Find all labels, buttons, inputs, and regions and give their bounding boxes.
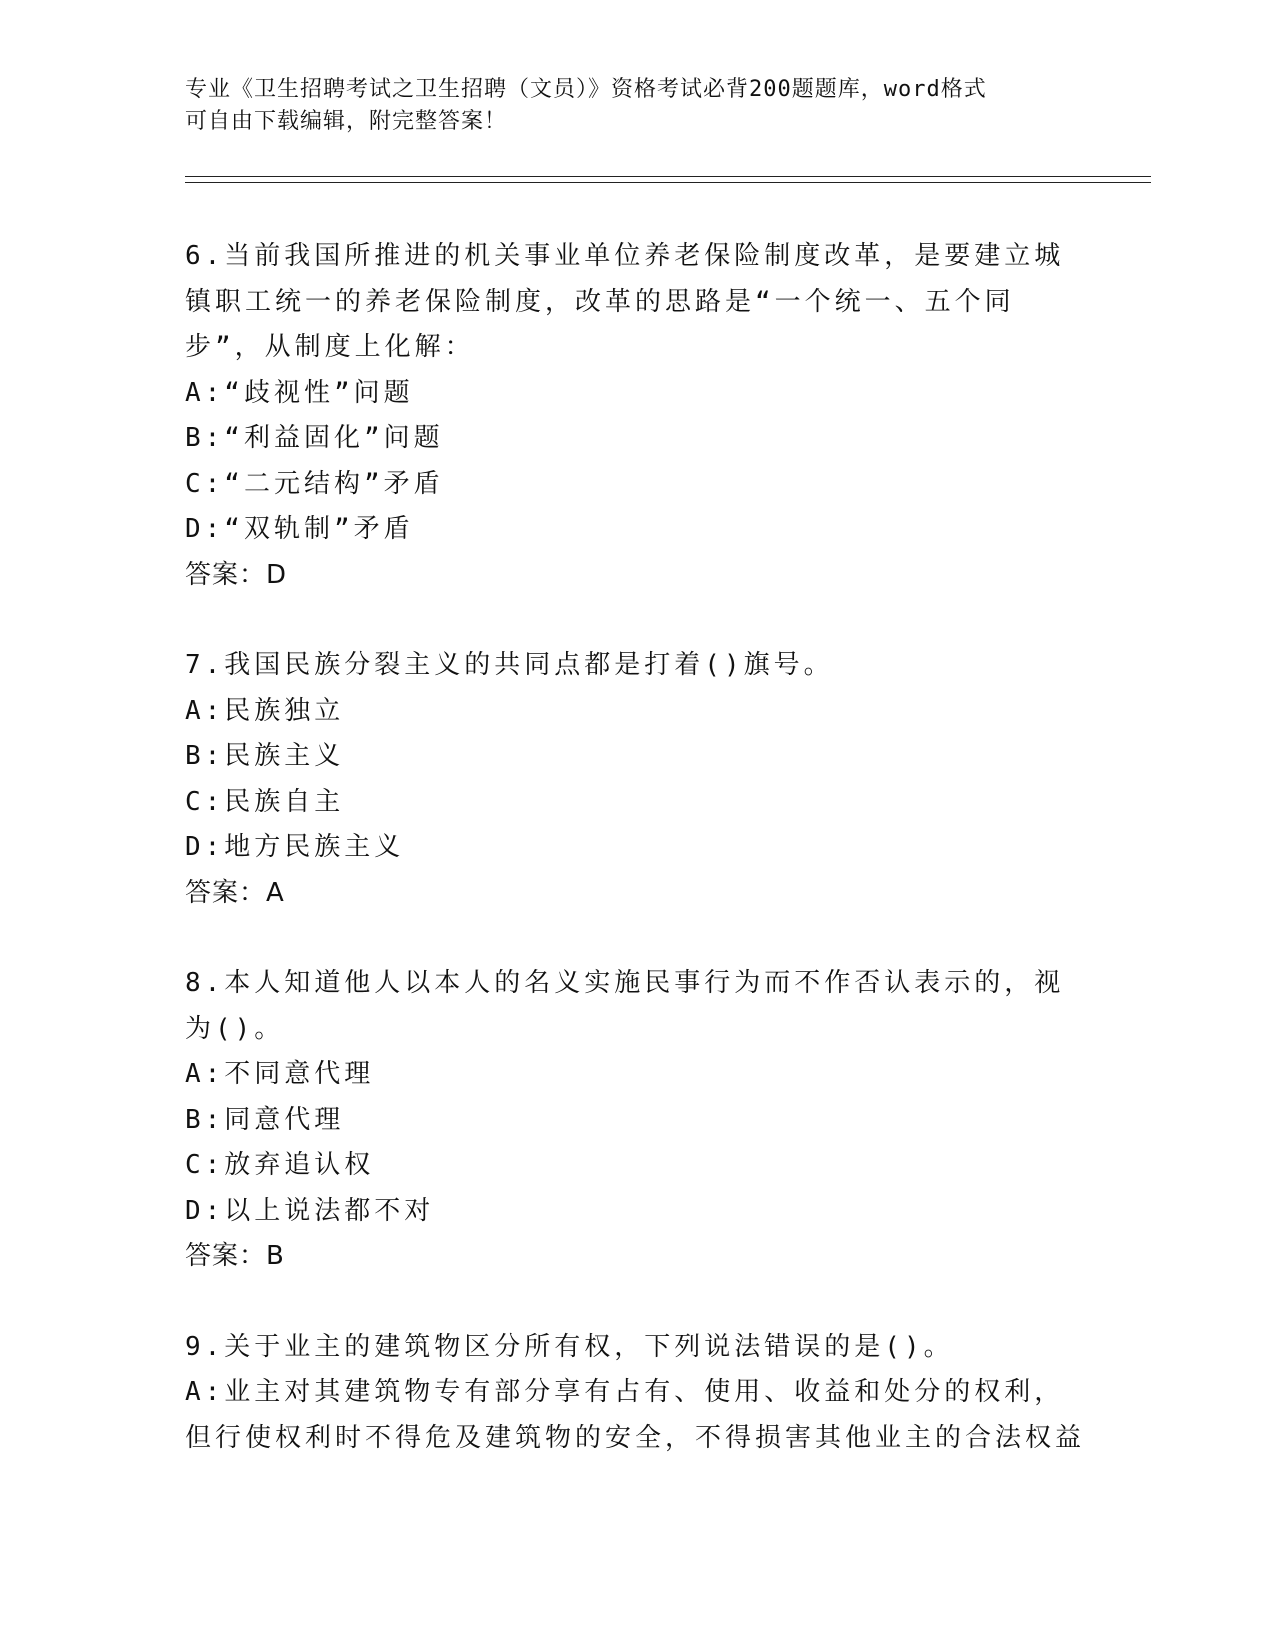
option-a: A:不同意代理 (185, 1059, 375, 1089)
question-stem: 6.当前我国所推进的机关事业单位养老保险制度改革，是要建立城镇职工统一的养老保险制度，改革的思路是“一个统一、五个同步”，从制度上化解： (185, 241, 1065, 362)
header-divider-top (185, 176, 1151, 177)
question-list (185, 234, 1085, 1506)
option-c: C:“二元结构”矛盾 (185, 468, 444, 499)
answer-line: 答案：D (185, 559, 288, 590)
option-a: A:“歧视性”问题 (185, 377, 414, 408)
option-d: D:以上说法都不对 (185, 1195, 435, 1226)
header-divider-bottom (185, 182, 1151, 183)
option-b: B:“利益固化”问题 (185, 423, 444, 453)
option-d: D:“双轨制”矛盾 (185, 514, 414, 544)
header-title-line-1: 专业《卫生招聘考试之卫生招聘（文员）》资格考试必背200题题库，word格式 (185, 77, 987, 102)
option-d: D:地方民族主义 (185, 832, 405, 862)
question-7 (185, 643, 1085, 916)
document-header (185, 74, 1065, 138)
question-6 (185, 234, 1085, 598)
question-stem: 7.我国民族分裂主义的共同点都是打着()旗号。 (185, 650, 834, 680)
answer-line: 答案：A (185, 877, 285, 908)
question-stem: 8.本人知道他人以本人的名义实施民事行为而不作否认表示的，视为()。 (185, 968, 1065, 1044)
question-9 (185, 1325, 1085, 1462)
option-a: A:业主对其建筑物专有部分享有占有、使用、收益和处分的权利，但行使权利时不得危及建筑物的安全，不得损害其他业主的合法权益 (185, 1377, 1086, 1453)
option-c: C:民族自主 (185, 786, 345, 817)
option-b: B:民族主义 (185, 741, 345, 771)
option-a: A:民族独立 (185, 695, 345, 726)
question-stem: 9.关于业主的建筑物区分所有权，下列说法错误的是()。 (185, 1331, 954, 1362)
option-c: C:放弃追认权 (185, 1150, 375, 1180)
question-8 (185, 961, 1085, 1280)
header-title-line-2: 可自由下载编辑，附完整答案！ (185, 109, 508, 134)
option-b: B:同意代理 (185, 1104, 345, 1135)
answer-line: 答案：B (185, 1241, 285, 1271)
